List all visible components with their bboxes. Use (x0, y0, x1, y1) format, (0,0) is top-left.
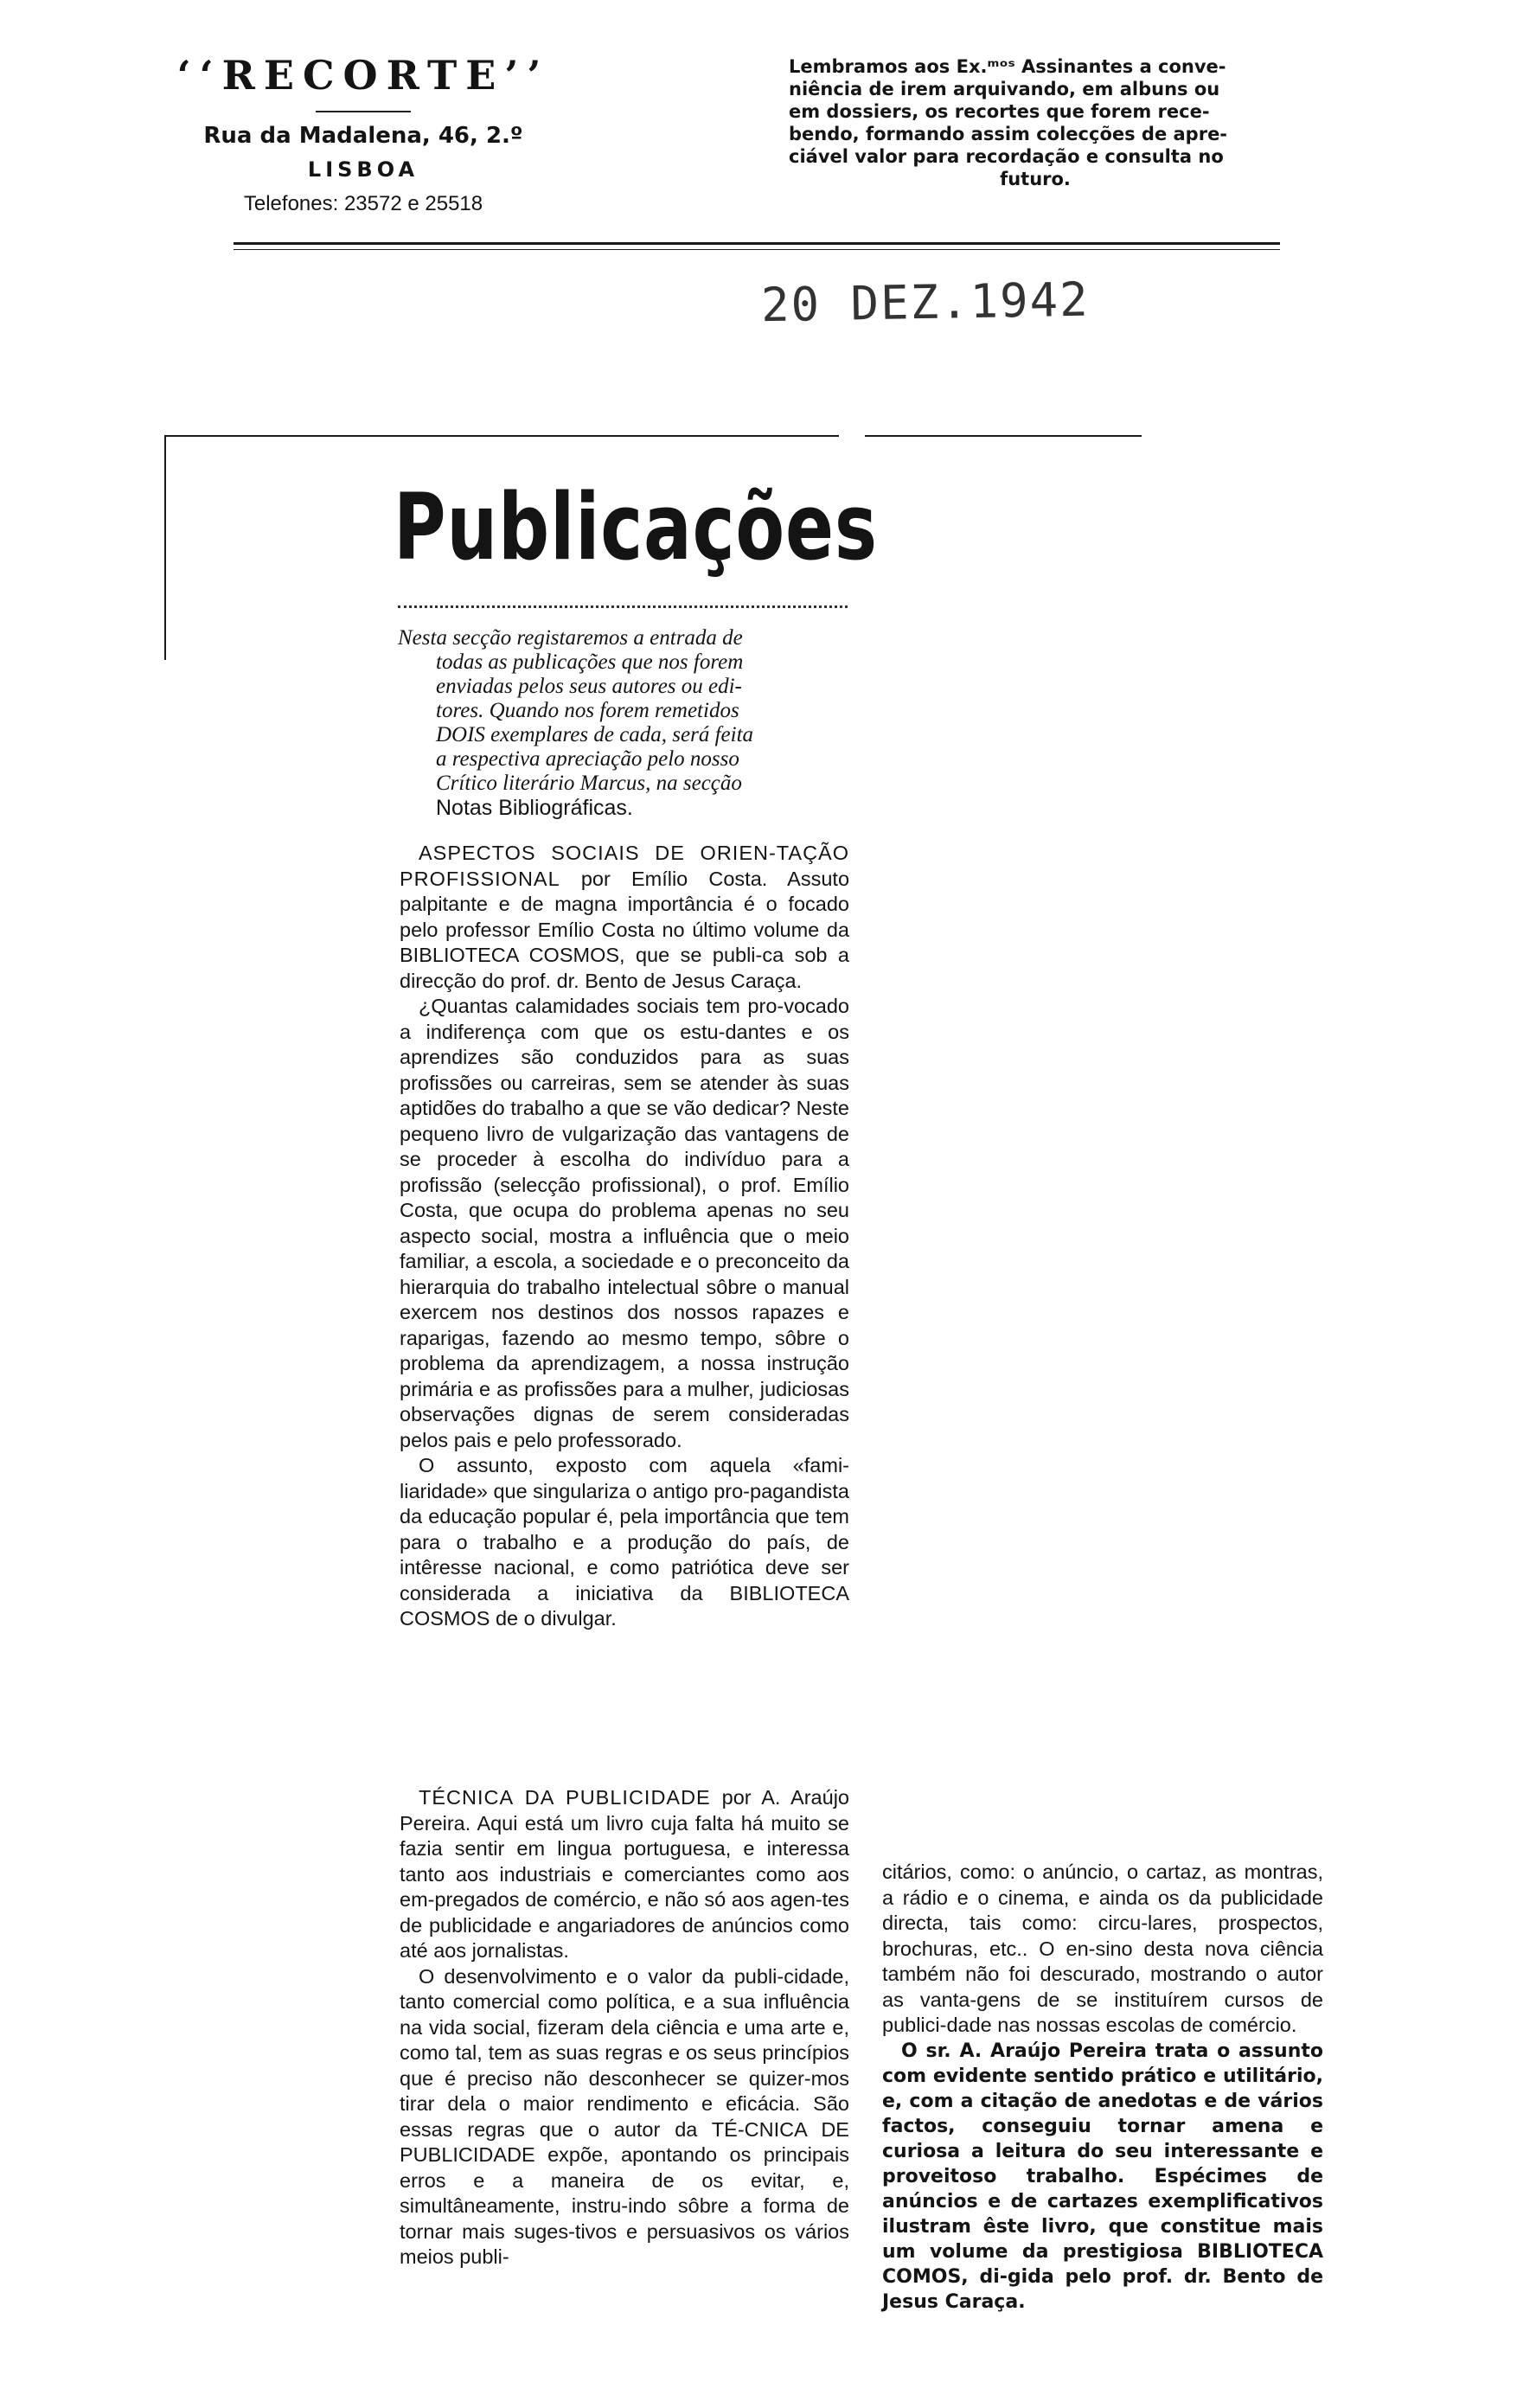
article-paragraph: Assuto palpitante e de magna importância é o focado pelo professor Emílio Costa no último volume da BIBLIOTECA COSMOS, que se publi-ca sob a direcção do prof. dr. Bento de Jesus Caraça. (400, 867, 850, 992)
intro-line: enviadas pelos seus autores ou edi- (436, 675, 742, 698)
masthead-divider (316, 111, 411, 112)
notice-line: niência de irem arquivando, em albuns ou (789, 79, 1220, 99)
date-stamp: 20 DEZ.1942 (760, 272, 1091, 333)
article-tecnica-publicidade (400, 1785, 849, 2270)
article-paragraph: O assunto, exposto com aquela «fami-liaridade» que singulariza o antigo pro-pagandista da educação popular é, pela importância que tem para o trabalho e a produção do país, de intêresse nacional, e como patriótica deve ser considerada a iniciativa da BIBLIOTECA COSMOS de o divulgar. (400, 1454, 849, 1630)
intro-line: DOIS exemplares de cada, será feita (436, 723, 754, 746)
section-left-rule (164, 435, 166, 660)
intro-line: tores. Quando nos forem remetidos (436, 699, 739, 722)
intro-line: todas as publicações que nos forem (436, 650, 744, 674)
article-byline: por A. Araújo Pereira. (400, 1786, 849, 1835)
header-rule (234, 249, 1280, 250)
notice-line: ciável valor para recordação e consulta no (789, 146, 1224, 167)
article-paragraph: citários, como: o anúncio, o cartaz, as montras, a rádio e o cinema, e ainda os da publicidade directa, tais como: circu-lares, prospectos, brochuras, etc.. O en-sino desta nova ciência também não foi descurado, mostrando o autor as vanta-gens de se instituírem cursos de publici-dade nas nossas escolas de comércio. (882, 1860, 1323, 2036)
notice-line: futuro. (1000, 169, 1071, 189)
article-orientacao-profissional (400, 841, 849, 1632)
masthead-street: Rua da Madalena, 46, 2.º (203, 123, 523, 149)
article-paragraph: O sr. A. Araújo Pereira trata o assunto com evidente sentido prático e utilitário, e, com a citação de anedotas e de vários factos, conseguiu tornar amena e curiosa a leitura do seu interessante e proveitoso trabalho. Espécimes de anúncios e de cartazes exemplificativos ilustram êste livro, que constitue mais um volume da prestigiosa BIBLIOTECA COMOS, di-gida pelo prof. dr. Bento de Jesus Caraça. (882, 2040, 1323, 2313)
article-tecnica-publicidade-continued (882, 1860, 1323, 2315)
intro-line: Notas Bibliográficas. (436, 796, 633, 820)
notice-line: em dossiers, os recortes que forem rece- (789, 101, 1210, 122)
article-paragraph: O desenvolvimento e o valor da publi-cidade, tanto comercial como política, e a sua influência na vida social, fizeram dela ciência e uma arte e, como tal, tem as suas regras e os seus princípios que é preciso não desconhecer se quizer-mos tirar dela o maior rendimento e eficácia. São essas regras que o autor da TÉ-CNICA DE PUBLICIDADE expõe, apontando os principais erros e a maneira de os evitar, e, simultâneamente, instru-indo sôbre a forma de tornar mais suges-tivos e persuasivos os vários meios publi- (400, 1964, 849, 2268)
article-paragraph: Aqui está um livro cuja falta há muito se fazia sentir em lingua portuguesa, e interessa tanto aos industriais e comerciantes como aos em-pregados de comércio, e não só aos agen-tes de publicidade e angariadores de anúncios como até aos jornalistas. (400, 1811, 850, 1962)
article-heading: ASPECTOS SOCIAIS DE ORIEN-TAÇÃO PROFISSIONAL (400, 842, 849, 890)
masthead-title: ‘‘RECORTE’’ (176, 52, 550, 99)
masthead-phones: Telefones: 23572 e 25518 (243, 192, 483, 215)
section-top-rule (865, 435, 1142, 437)
section-intro (398, 626, 848, 820)
header-rule (234, 242, 1280, 245)
section-title: Publicações (394, 474, 878, 580)
title-underline (398, 605, 848, 608)
notice-line: Lembramos aos Ex.ᵐᵒˢ Assinantes a conve- (789, 56, 1226, 77)
article-paragraph: ¿Quantas calamidades sociais tem pro-vocado a indiferença com que os estu-dantes e os aprendizes são conduzidos para as suas profissões ou carreiras, sem se atender às suas aptidões do trabalho a que se vão dedicar? Neste pequeno livro de vulgarização das vantagens de se proceder à escolha do indivíduo para a profissão (selecção profissional), o prof. Emílio Costa, que ocupa do problema apenas no seu aspecto social, mostra a influência que o meio familiar, a escola, a sociedade e o preconceito da hierarquia do trabalho intelectual sôbre o manual exercem nos destinos dos nossos rapazes e raparigas, fazendo ao mesmo tempo, sôbre o problema da aprendizagem, a nossa instrução primária e as profissões para a mulher, judiciosas observações dignas de serem consideradas pelos pais e pelo professorado. (400, 995, 849, 1451)
notice-line: bendo, formando assim colecções de apre- (789, 124, 1228, 144)
masthead (121, 52, 605, 216)
intro-line: Crítico literário Marcus, na secção (436, 772, 742, 795)
subscriber-notice (789, 55, 1282, 190)
intro-line: a respectiva apreciação pelo nosso (436, 747, 739, 771)
intro-line: Nesta secção registaremos a entrada de (398, 626, 743, 650)
section-top-rule (164, 435, 839, 437)
article-byline: por Emílio Costa. (580, 867, 768, 890)
masthead-city: LISBOA (307, 157, 419, 182)
article-heading: TÉCNICA DA PUBLICIDADE (419, 1786, 711, 1809)
